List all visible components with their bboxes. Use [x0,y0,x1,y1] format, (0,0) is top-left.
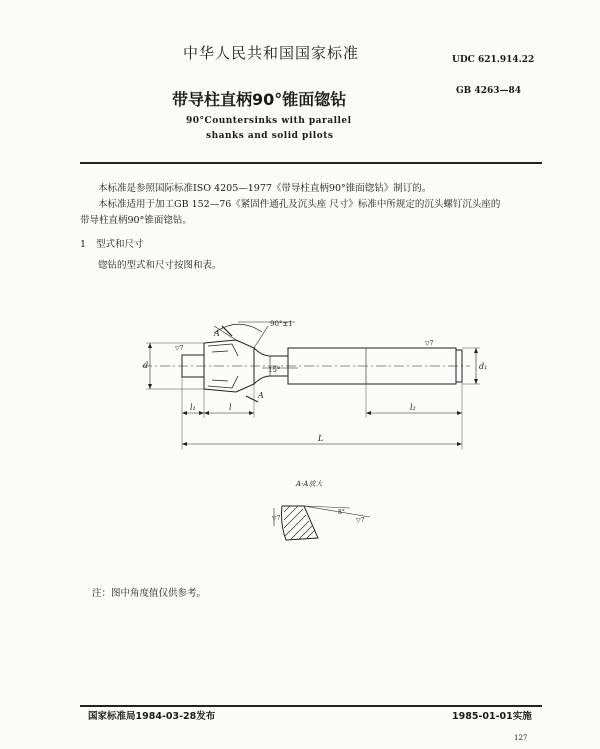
roughness-mark-section-left: ▽7 [272,515,281,522]
dim-l1: l₁ [190,403,196,412]
effective-date: 1985-01-01实施 [452,711,532,722]
section-1-number: 1 [80,239,87,250]
section-mark-a-bottom: A [258,391,264,400]
section-mark-a-top: A [214,329,220,338]
paragraph-2-line-1: 本标准适用于加工GB 152—76《紧固件通孔及沉头座 尺寸》标准中所规定的沉头螺钉沉头座的 [98,199,501,210]
angle-label: 90°±1 [270,320,293,328]
title-cn: 带导柱直柄90°锥面锪钻 [172,90,347,109]
issuer-date: 国家标准局1984-03-28发布 [88,711,216,722]
dim-total-length: L [318,434,324,443]
note: 注：图中角度值仅供参考。 [92,588,207,599]
country-standard-heading: 中华人民共和国国家标准 [183,44,360,62]
section-1-title: 型式和尺寸 [96,239,144,250]
section-view-title: A-A放大 [296,480,323,488]
page-number: 127 [514,734,528,742]
gb-code: GB 4263—84 [456,86,521,96]
roughness-mark-section: ▽7 [356,517,365,524]
roughness-mark-pilot: ▽7 [175,345,184,352]
helix-angle-label: 15° [268,366,281,374]
dim-d1: d₁ [479,362,488,371]
title-en-line2: shanks and solid pilots [206,131,334,141]
dim-d: d [143,361,149,370]
paragraph-2-line-2: 带导柱直柄90°锥面锪钻。 [80,215,192,226]
roughness-mark-shank: ▽7 [425,340,434,347]
footer-divider [80,705,542,707]
section-1-text: 锪钻的型式和尺寸按图和表。 [98,260,222,271]
dim-l2: l₂ [410,403,416,412]
section-angle: 8° [338,509,345,516]
paragraph-1: 本标准是参照国际标准ISO 4205—1977《带导柱直柄90°锥面锪钻》制订的。 [98,183,432,194]
title-en-line1: 90°Countersinks with parallel [186,116,352,126]
dim-l: l [229,403,232,412]
udc-code: UDC 621.914.22 [452,55,535,65]
